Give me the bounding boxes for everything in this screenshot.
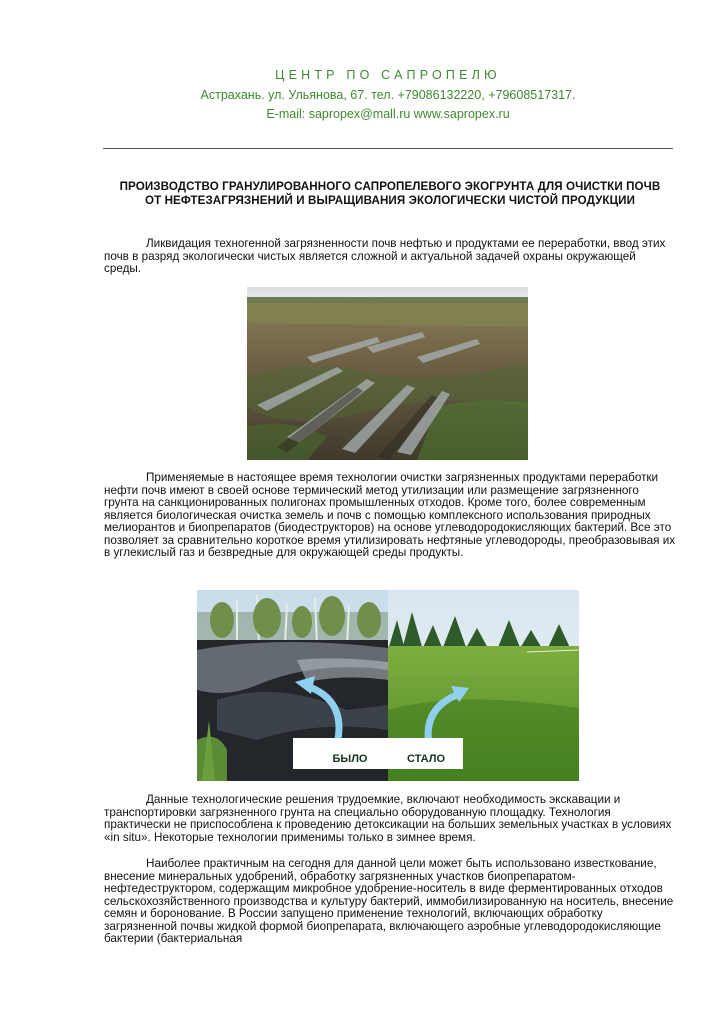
title-line-1: ПРОИЗВОДСТВО ГРАНУЛИРОВАННОГО САПРОПЕЛЕВОГО ЭКОГРУНТА ДЛЯ ОЧИСТКИ ПОЧВ [119,180,661,193]
letterhead-org-name: ЦЕНТР ПО САПРОПЕЛЮ [275,68,501,82]
paragraph-4 [104,858,676,946]
paragraph-1-text: Ликвидация техногенной загрязненности почв нефтью и продуктами ее переработки, ввод этих почв в разряд экологически чистых является сложной и актуальной задачей охраны окружающей среды. [104,237,666,275]
paragraph-3-text: Данные технологические решения трудоемкие, включают необходимость экскавации и транспортировки загрязненного грунта на специально оборудованную площадку. Технология практически не приспособлена к проведению детоксикации на больших земельных участках в условиях «in situ». Некоторые технологии применимы только в зимнее время. [104,793,672,844]
letterhead-contacts: E-mail: sapropex@mall.ru www.sapropex.ru [266,107,510,121]
after-label: СТАЛО [406,753,446,765]
before-label: БЫЛО [332,753,368,765]
document-title [95,180,685,208]
header-divider [103,148,673,149]
before-after-photo [197,590,579,781]
paragraph-2-text: Применяемые в настоящее время технологии очистки загрязненных продуктами переработки нефти почв имеют в своей основе термический метод утилизации или размещение загрязненного грунта на санкционированных полигонах промышленных отходов. Кроме того, более современным является биологическая очистка земель и почв с помощью комплексного использования природных мелиорантов и биопрепаратов (биодеструкторов) на основе углеводородокисляющих бактерий. Все это позволяет за сравнительно короткое время утилизировать нефтяные углеводороды, преобразовывая их в углекислый газ и безвредные для окружающей среды продукты. [104,471,676,559]
paragraph-2 [104,472,676,560]
title-line-2: ОТ НЕФТЕЗАГРЯЗНЕНИЙ И ВЫРАЩИВАНИЯ ЭКОЛОГИЧЕСКИ ЧИСТОЙ ПРОДУКЦИИ [144,194,636,207]
paragraph-1 [104,238,676,276]
letterhead-address: Астрахань. ул. Ульянова, 67. тел. +79086132220, +79608517317. [200,88,576,102]
paragraph-3 [104,794,676,844]
paragraph-4-text: Наиболее практичным на сегодня для данной цели может быть использовано известкование, внесение минеральных удобрений, обработку загрязненных участков биопрепаратом-нефтедеструктором, содержащим микробное удобрение-носитель в виде ферментированных отходов сельскохозяйственного производства и культуру бактерий, иммобилизированную на носитель, внесение семян и боронование. В России запущено применение технологий, включающих обработку загрязненной почвы жидкой формой биопрепарата, включающего аэробные углеводородокисляющие бактерии (бактериальная [104,857,674,945]
contaminated-field-photo [247,287,528,460]
